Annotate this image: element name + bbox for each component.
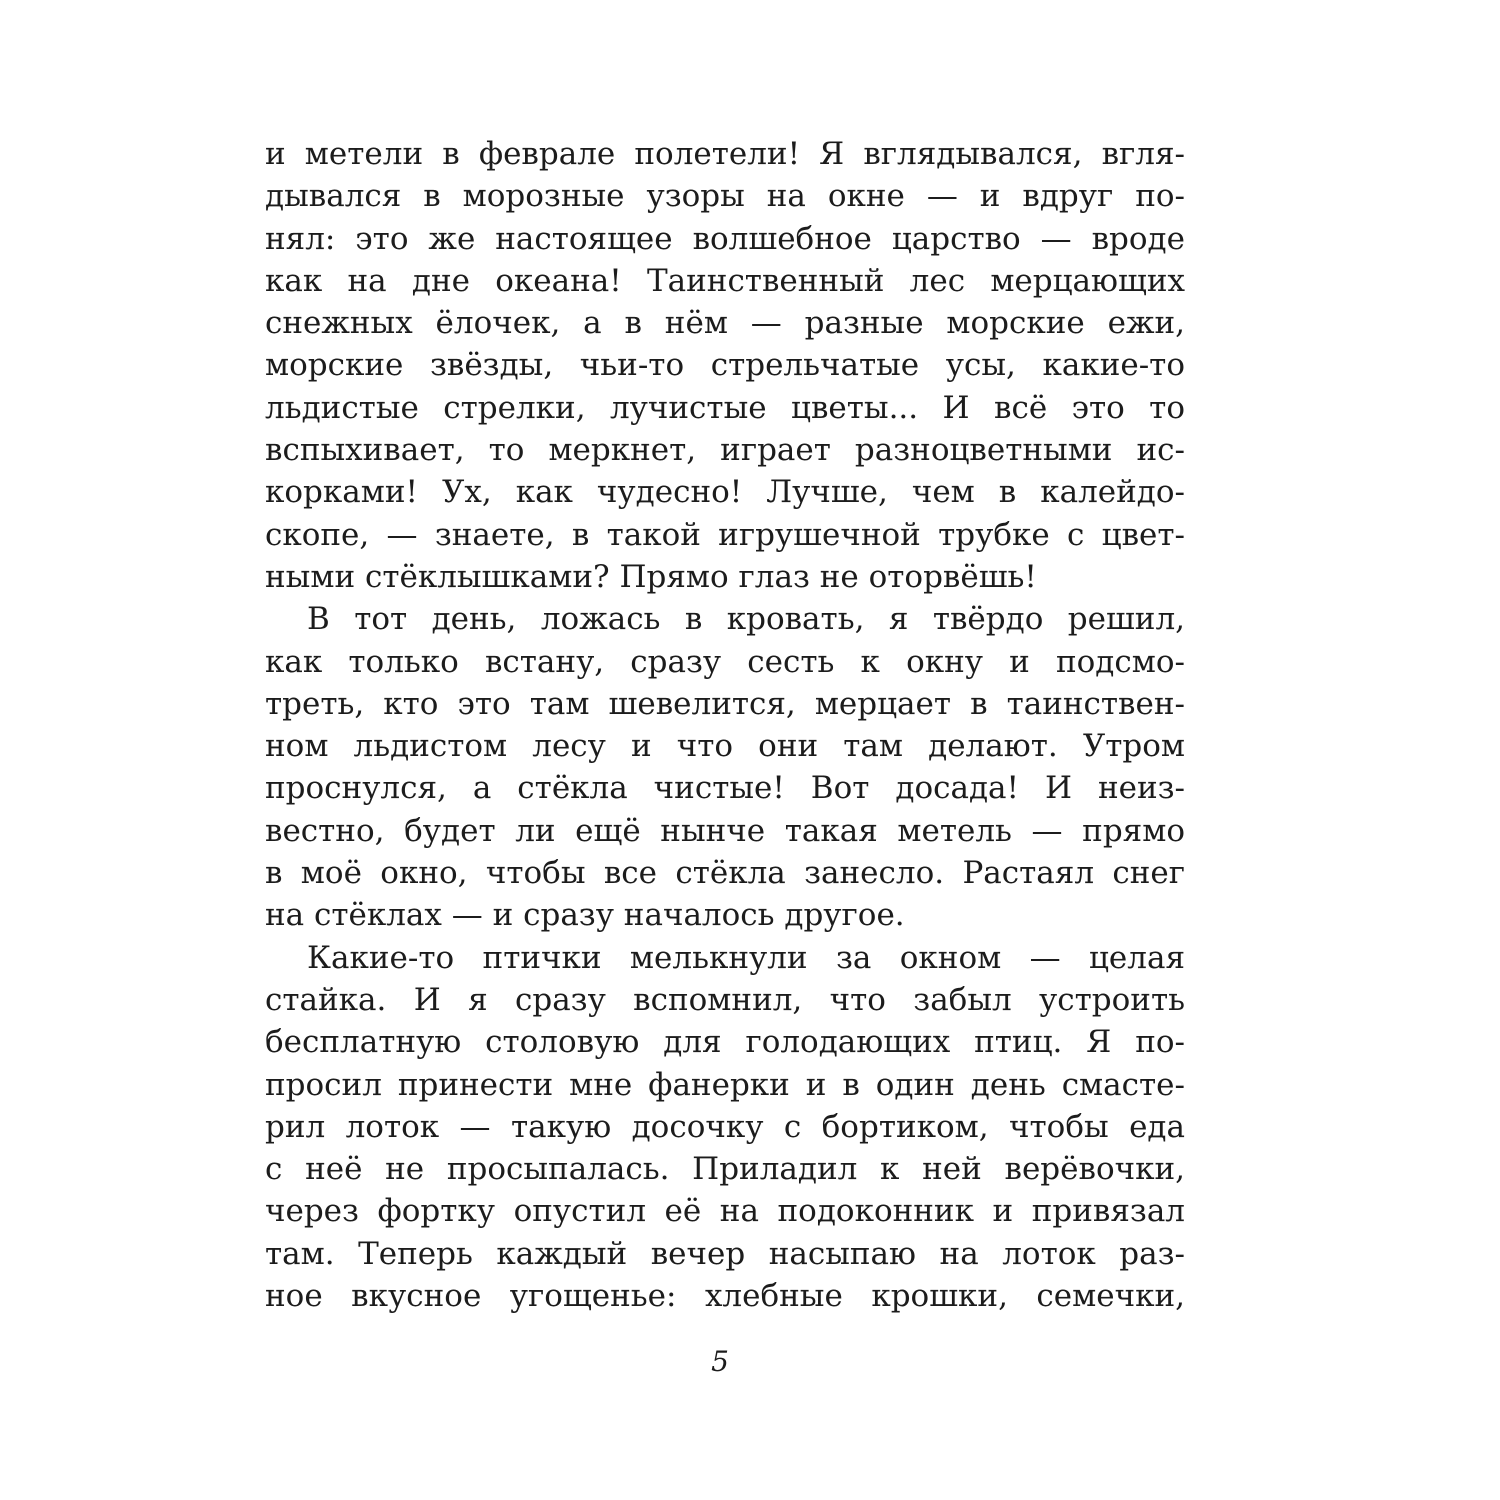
text-line: в моё окно, чтобы все стёкла занесло. Растаял снег: [265, 855, 1185, 892]
text-line: бесплатную столовую для голодающих птиц. Я по-: [265, 1024, 1185, 1061]
page-number: 5: [711, 1345, 729, 1378]
text-line: вестно, будет ли ещё нынче такая метель — прямо: [265, 812, 1185, 849]
text-line: ное вкусное угощенье: хлебные крошки, семечки,: [265, 1278, 1185, 1315]
text-line: скопе, — знаете, в такой игрушечной трубке с цвет-: [265, 516, 1185, 553]
text-line: Какие-то птички мелькнули за окном — целая: [307, 939, 1185, 976]
text-line: просил принести мне фанерки и в один день смасте-: [265, 1066, 1185, 1103]
text-line: треть, кто это там шевелится, мерцает в таинствен-: [265, 685, 1185, 722]
text-line: льдистые стрелки, лучистые цветы... И всё это то: [265, 389, 1185, 426]
body-text: [265, 133, 1185, 1317]
text-line: ными стёклышками? Прямо глаз не оторвёшь!: [265, 558, 1037, 595]
text-line: и метели в феврале полетели! Я вглядывался, вгля-: [265, 136, 1185, 172]
text-line: как только встану, сразу сесть к окну и подсмо-: [265, 643, 1185, 680]
text-line: проснулся, а стёкла чистые! Вот досада! И неиз-: [265, 770, 1185, 807]
text-line: как на дне океана! Таинственный лес мерцающих: [265, 262, 1185, 299]
text-line: вспыхивает, то меркнет, играет разноцветными ис-: [265, 432, 1185, 469]
text-line: дывался в морозные узоры на окне — и вдруг по-: [265, 178, 1185, 215]
text-line: стайка. И я сразу вспомнил, что забыл устроить: [265, 981, 1185, 1018]
text-line: через фортку опустил её на подоконник и привязал: [265, 1193, 1185, 1230]
text-line: В тот день, ложась в кровать, я твёрдо решил,: [307, 601, 1185, 638]
text-line: морские звёзды, чьи-то стрельчатые усы, какие-то: [265, 347, 1185, 384]
text-line: с неё не просыпалась. Приладил к ней верёвочки,: [265, 1151, 1185, 1188]
text-line: на стёклах — и сразу началось другое.: [265, 897, 905, 934]
text-line: снежных ёлочек, а в нём — разные морские ежи,: [265, 305, 1185, 342]
text-line: там. Теперь каждый вечер насыпаю на лоток раз-: [265, 1235, 1185, 1272]
text-line: рил лоток — такую досочку с бортиком, чтобы еда: [265, 1108, 1185, 1145]
text-line: ном льдистом лесу и что они там делают. Утром: [265, 728, 1185, 765]
text-line: корками! Ух, как чудесно! Лучше, чем в калейдо-: [265, 474, 1185, 511]
text-line: нял: это же настоящее волшебное царство — вроде: [265, 220, 1185, 257]
